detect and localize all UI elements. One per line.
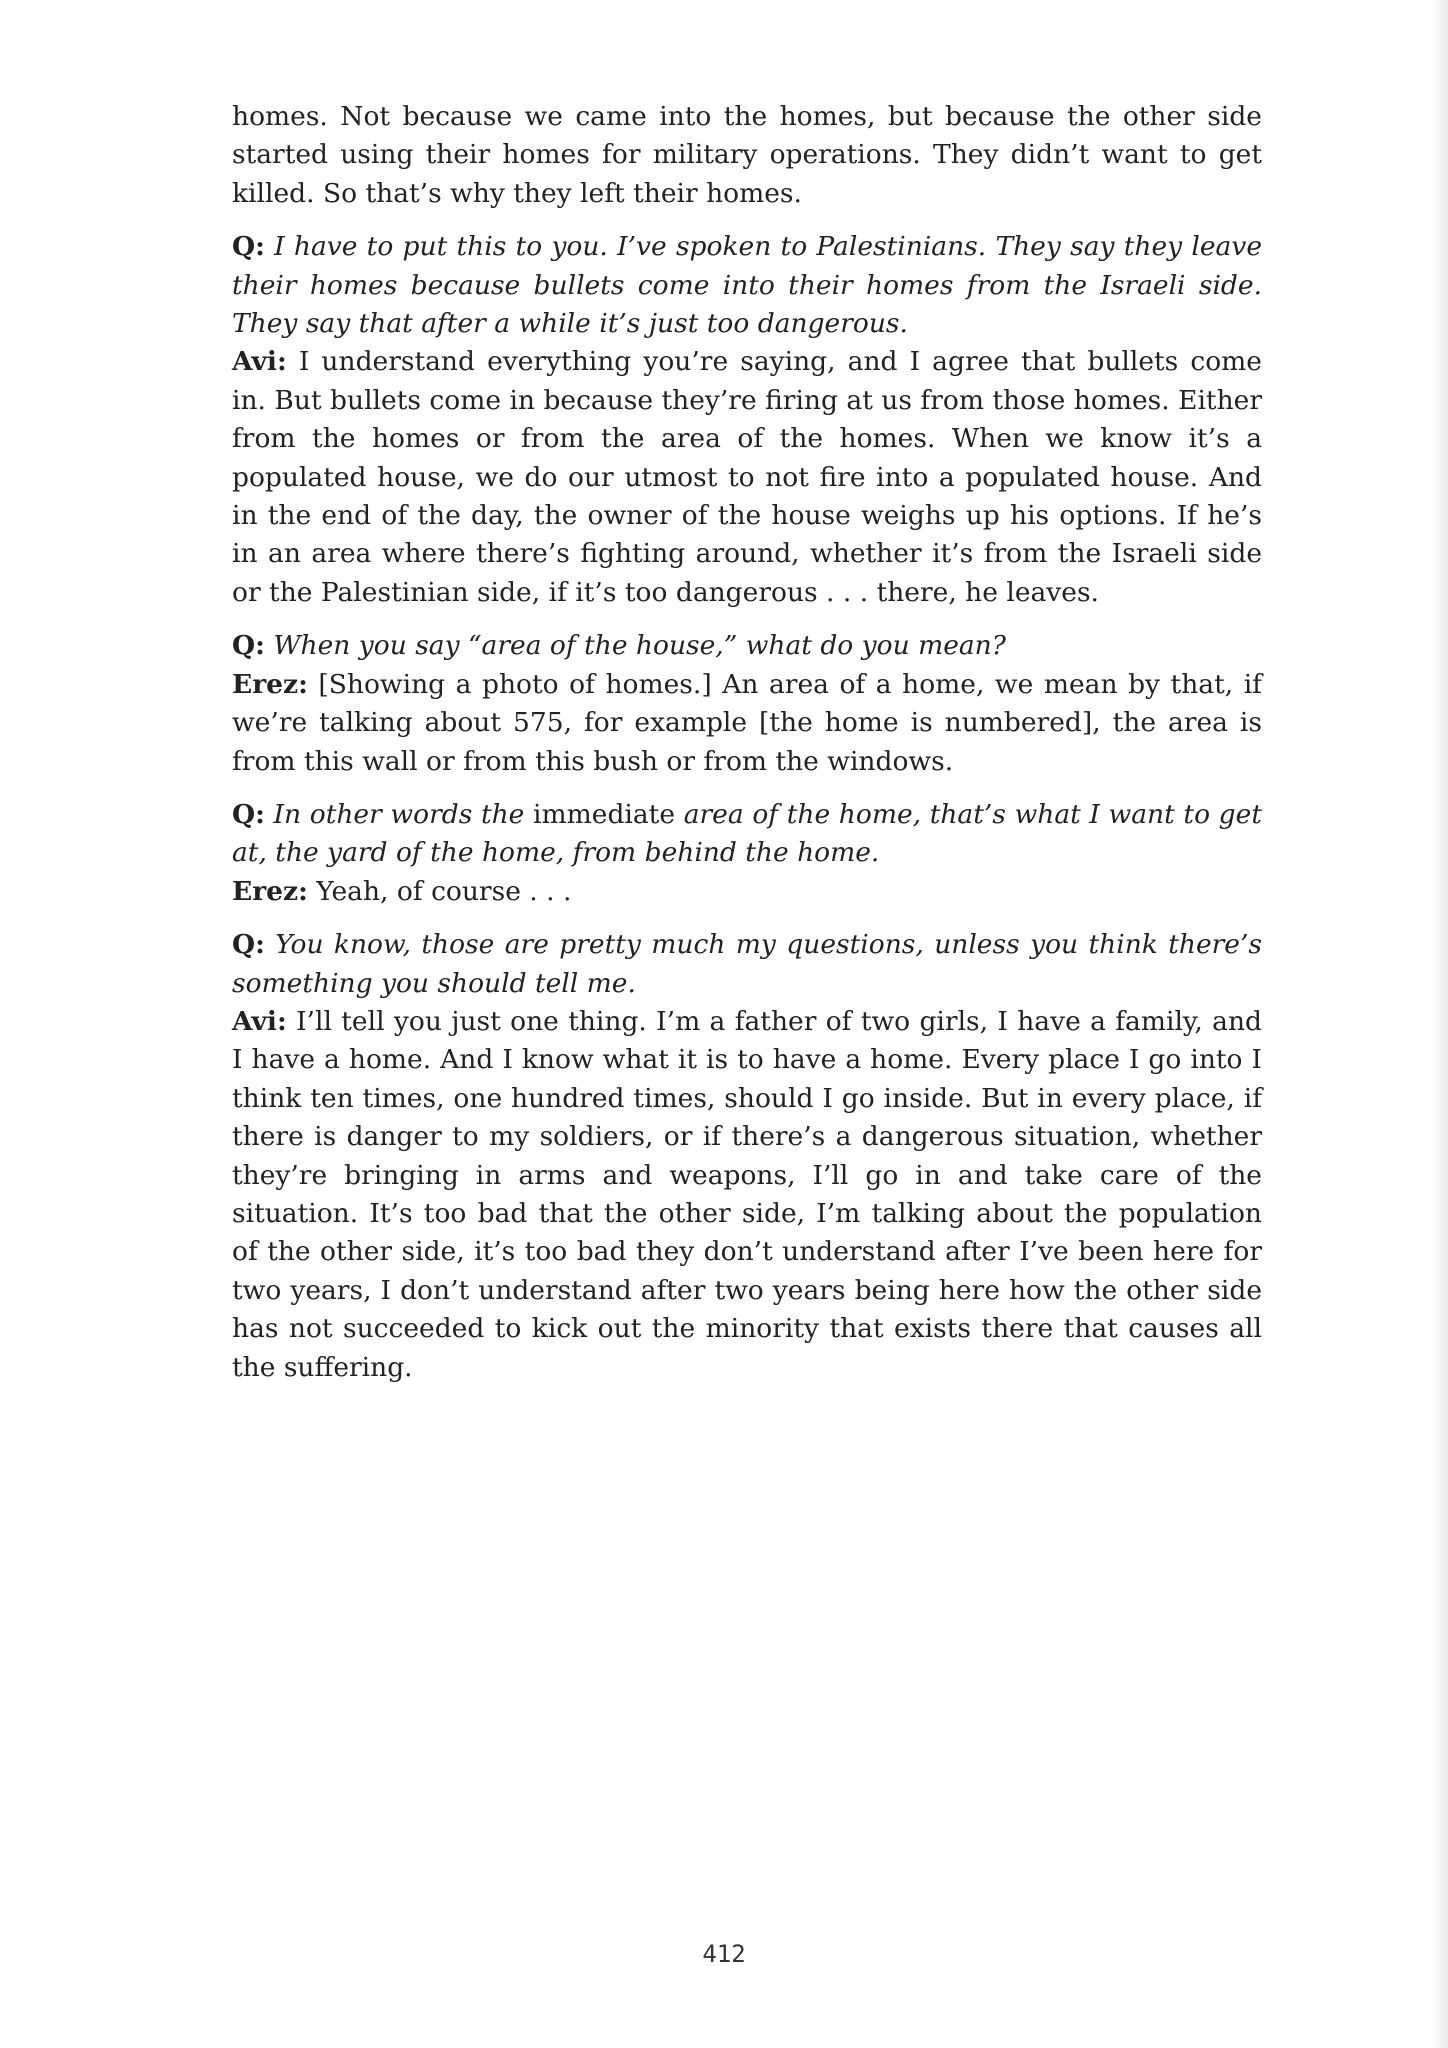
answer-text: [Showing a photo of homes.] An area of a home, we mean by that, if we’re talking about 575, for example [the home is numbered], the area is from this wall or from this bush or from the windows. — [232, 668, 1262, 777]
body-text — [232, 98, 1262, 1402]
question-text-part-2: area of the home, that’s what I want to get at, the yard of the home, from behind the home. — [232, 798, 1262, 869]
speaker-label: Erez: — [232, 875, 308, 907]
speaker-label: Avi: — [232, 1005, 287, 1037]
answer — [232, 343, 1262, 612]
question — [232, 228, 1262, 343]
speaker-label: Q: — [232, 231, 265, 263]
question-text: I have to put this to you. I’ve spoken to Palestinians. They say they leave their homes because bullets come into their homes from the Israeli side. They say that after a while it’s just too dangerous. — [232, 231, 1262, 340]
continued-paragraph — [232, 98, 1262, 213]
question-emphasis-roman: immediate — [533, 798, 676, 830]
question-text-part-1: In other words the — [273, 798, 525, 830]
question — [232, 627, 1262, 665]
answer — [232, 873, 1262, 911]
question-text: You know, those are pretty much my questions, unless you think there’s something you should tell me. — [232, 929, 1262, 999]
exchange-palestinians — [232, 228, 1262, 612]
answer-text: Yeah, of course . . . — [316, 875, 572, 907]
exchange-final-statement — [232, 926, 1262, 1387]
speaker-label: Q: — [232, 630, 265, 662]
answer — [232, 666, 1262, 781]
question-text: When you say “area of the house,” what do you mean? — [273, 630, 1006, 662]
page-edge-shadow — [1432, 0, 1448, 2048]
answer-text: I understand everything you’re saying, and I agree that bullets come in. But bullets come in because they’re firing at us from those homes. Either from the homes or from the area of the homes. When we know it’s a populated house, we do our utmost to not fire into a populated house. And in the end of the day, the owner of the house weighs up his options. If he’s in an area where there’s fighting around, whether it’s from the Israeli side or the Palestinian side, if it’s too dangerous . . . there, he leaves. — [232, 346, 1262, 608]
speaker-label: Q: — [232, 798, 265, 830]
page-number: 412 — [702, 1940, 746, 1968]
speaker-label: Erez: — [232, 668, 308, 700]
exchange-immediate-area — [232, 796, 1262, 911]
exchange-area-of-house — [232, 627, 1262, 781]
answer — [232, 1003, 1262, 1387]
speaker-label: Q: — [232, 929, 265, 961]
answer-text: I’ll tell you just one thing. I’m a father of two girls, I have a family, and I have a home. And I know what it is to have a home. Every place I go into I think ten times, one hundred times, should I go inside. But in every place, if there is danger to my soldiers, or if there’s a dangerous situation, whether they’re bringing in arms and weapons, I’ll go in and take care of the situation. It’s too bad that the other side, I’m talking about the population of the other side, it’s too bad they don’t understand after I’ve been here for two years, I don’t understand after two years being here how the other side has not succeeded to kick out the minority that exists there that causes all the suffering. — [232, 1005, 1262, 1383]
question — [232, 926, 1262, 1003]
speaker-label: Avi: — [232, 346, 287, 378]
continued-text: homes. Not because we came into the homes, but because the other side started using their homes for military operations. They didn’t want to get killed. So that’s why they left their homes. — [232, 101, 1262, 209]
question — [232, 796, 1262, 873]
